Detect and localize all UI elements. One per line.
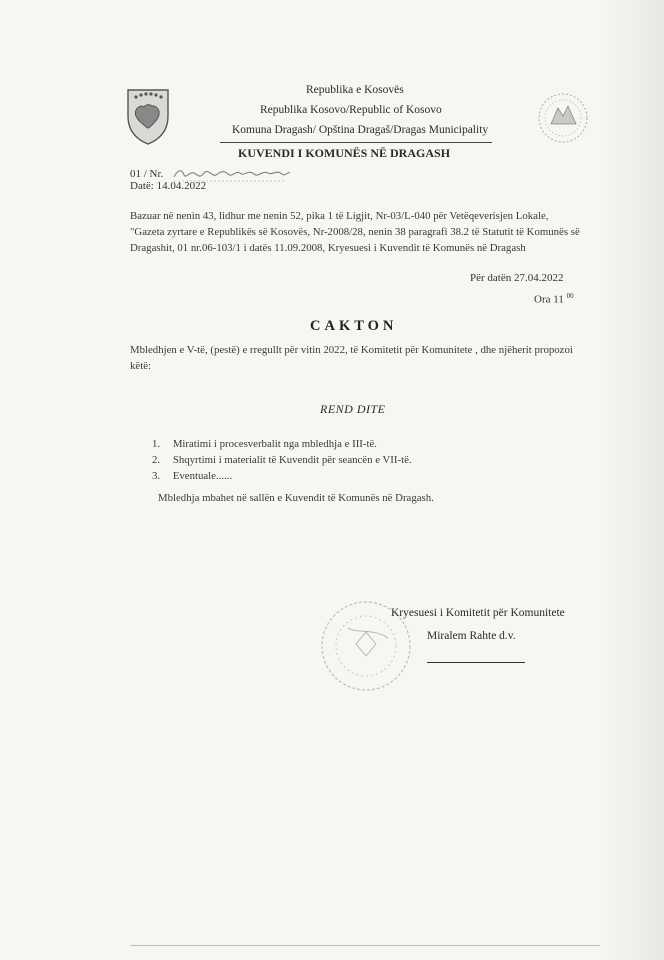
agenda-item-text: Miratimi i procesverbalit nga mbledhja e III-të. xyxy=(172,438,377,450)
bottom-edge-line xyxy=(130,945,600,946)
signatory-title: Kryesuesi i Komitetit për Komunitete xyxy=(391,607,565,619)
agenda-item xyxy=(152,454,412,466)
scan-shadow xyxy=(600,0,664,960)
meeting-location: Mbledhja mbahet në sallën e Kuvendit të Komunës në Dragash. xyxy=(158,492,434,504)
meeting-time xyxy=(534,292,574,306)
header-divider xyxy=(220,142,492,143)
agenda-item-number: 2. xyxy=(152,454,161,466)
agenda-item-number: 3. xyxy=(152,470,161,482)
agenda-item-text: Eventuale...... xyxy=(172,470,233,482)
agenda-item xyxy=(152,470,232,482)
legal-basis-paragraph: Bazuar në nenin 43, lidhur me nenin 52, pika 1 të Ligjit, Nr-03/L-040 për Vetëqeverisjen Lokale, "Gazeta zyrtare e Republikës së Kosovës, Nr-2008/28, nenin 38 paragrafi 38.2 të Statutit të Komunës së Dragashit, 01 nr.06-103/1 i datës 11.09.2008, Kryesuesi i Kuvendit të Komunës në Dragash xyxy=(130,210,580,254)
reference-number-label: 01 / Nr. xyxy=(130,168,164,180)
header-municipality: Komuna Dragash/ Opština Dragaš/Dragas Municipality xyxy=(232,124,489,136)
signatory-name: Miralem Rahte d.v. xyxy=(427,630,516,642)
municipality-logo-icon xyxy=(536,90,590,146)
agenda-item xyxy=(152,438,377,450)
meeting-time-minutes: 00 xyxy=(566,292,574,300)
agenda-heading: REND DITE xyxy=(320,402,386,416)
header-republic-albanian: Republika e Kosovës xyxy=(306,84,404,96)
signature-line xyxy=(427,662,525,663)
meeting-date: Për datën 27.04.2022 xyxy=(470,272,564,284)
header-assembly: KUVENDI I KOMUNËS NË DRAGASH xyxy=(238,146,451,160)
agenda-item-number: 1. xyxy=(152,438,161,450)
convening-paragraph: Mbledhjen e V-të, (pestë) e rregullt për vitin 2022, të Komitetit për Komunitete , dhe njëherit propozoi këtë: xyxy=(130,344,573,372)
document-date: Datë: 14.04.2022 xyxy=(130,180,207,192)
meeting-time-label: Ora 11 xyxy=(534,293,564,306)
agenda-item-text: Shqyrtimi i materialit të Kuvendit për seancën e VII-të. xyxy=(172,454,412,466)
document-title: CAKTON xyxy=(310,318,398,334)
header-republic-serbian-english: Republika Kosovo/Republic of Kosovo xyxy=(260,104,442,116)
kosovo-emblem-icon xyxy=(124,86,172,146)
